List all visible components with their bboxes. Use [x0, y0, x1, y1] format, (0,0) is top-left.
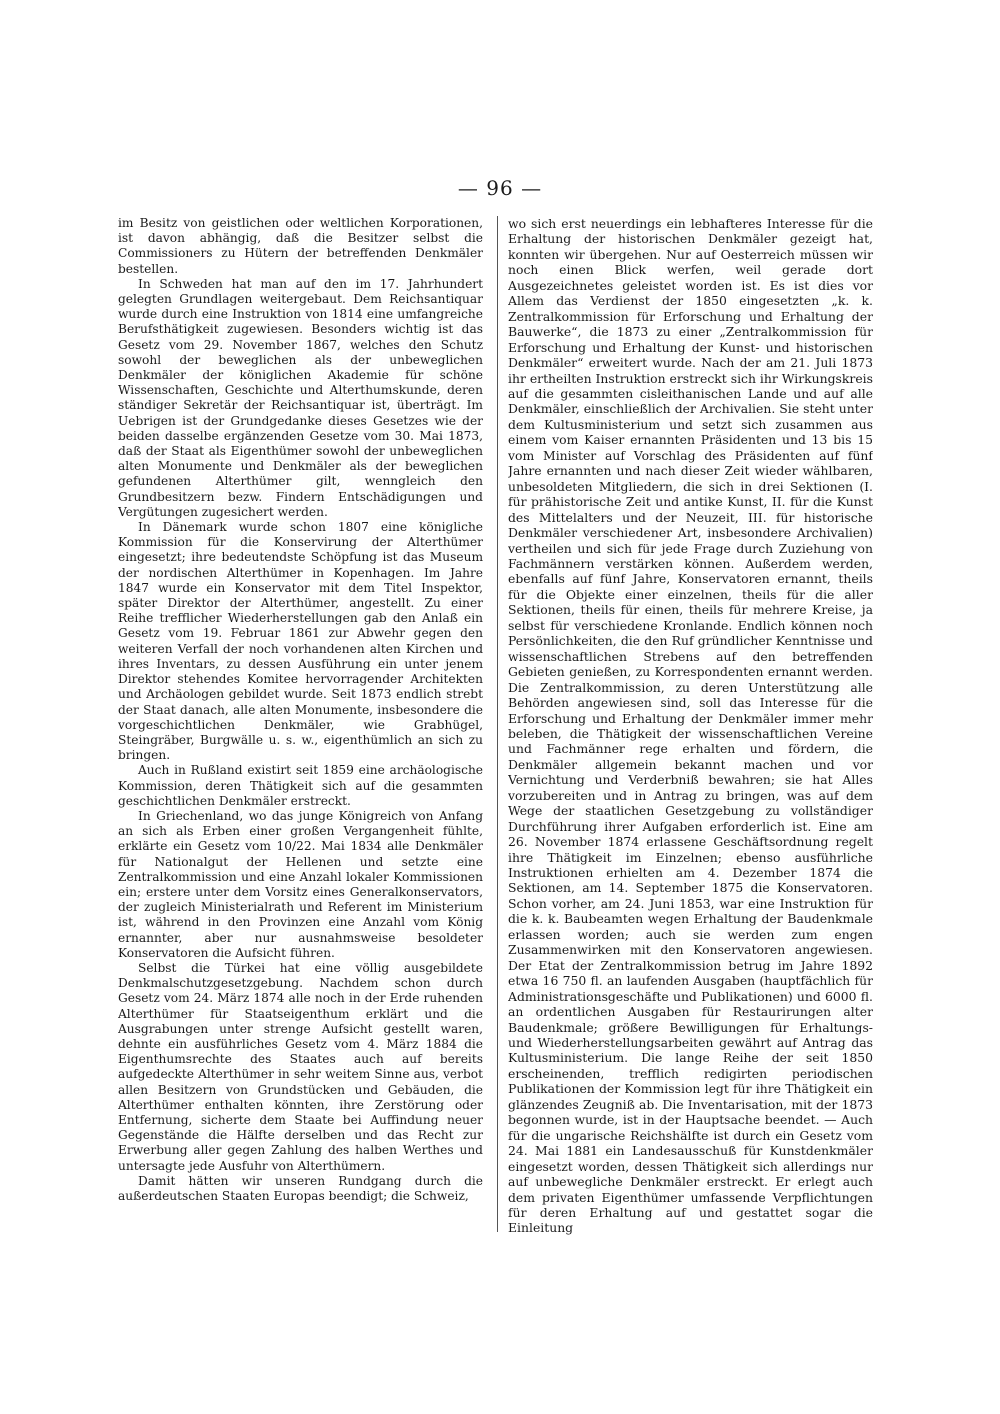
column-divider: [497, 216, 498, 1232]
paragraph: im Besitz von geistlichen oder weltlichen Korporationen, ist davon abhängig, daß die Besitzer selbst die Commissioners zu Hütern der betreffenden Denkmäler bestellen.: [118, 216, 483, 276]
right-column: [508, 216, 873, 1236]
paragraph: wo sich erst neuerdings ein lebhafteres Interesse für die Erhaltung der historischen Denkmäler gezeigt hat, konnten wir übergehen. Nur auf Oesterreich müssen wir noch einen Blick werfen, weil gerade dort Ausgezeichnetes geleistet worden ist. Es ist dies vor Allem das Verdienst der 1850 eingesetzten „k. k. Zentralkommission für Erforschung und Erhaltung der Bauwerke“, die 1873 zu einer „Zentralkommission für Erforschung und Erhaltung der Kunst- und historischen Denkmäler“ erweitert wurde. Nach der am 21. Juli 1873 ihr ertheilten Instruktion erstreckt sich ihr Wirkungskreis auf die gesammten cisleithanischen Lande und auf alle Denkmäler, einschließlich der Archivalien. Sie steht unter dem Kultusministerium und setzt sich zusammen aus einem vom Kaiser ernannten Präsidenten und 13 bis 15 vom Minister auf Vorschlag des Präsidenten auf fünf Jahre ernannten und nach dieser Zeit wieder wählbaren, unbesoldeten Mitgliedern, die sich in drei Sektionen (I. für prähistorische Zeit und antike Kunst, II. für die Kunst des Mittelalters und der Neuzeit, III. für historische Denkmäler verschiedener Art, insbesondere Archivalien) vertheilen und sich für jede Frage durch Zuziehung von Fachmännern verstärken können. Außerdem werden, ebenfalls auf fünf Jahre, Konservatoren ernannt, theils für die Objekte einer einzelnen, theils für die aller Sektionen, theils für einen, theils für mehrere Kreise, ja selbst für verschiedene Kronlande. Endlich können noch Persönlichkeiten, die den Ruf gründlicher Kenntnisse und wissenschaftlichen Strebens auf den betreffenden Gebieten genießen, zu Korrespondenten ernannt werden. Die Zentralkommission, zu deren Unterstützung alle Behörden angewiesen sind, soll das Interesse für die Erforschung und Erhaltung der Denkmäler immer mehr beleben, die Thätigkeit der wissenschaftlichen Vereine und Fachmänner rege erhalten und fördern, die Denkmäler allgemein bekannt machen und vor Vernichtung und Verderbniß bewahren; sie hat Alles vorzubereiten und in Antrag zu bringen, was auf dem Wege der staatlichen Gesetzgebung zu vollständiger Durchführung ihrer Aufgaben erforderlich ist. Eine am 26. November 1874 erlassene Geschäftsordnung regelt ihre Thätigkeit im Einzelnen; ebenso ausführliche Instruktionen erhielten am 4. Dezember 1874 die Sektionen, am 14. September 1875 die Konservatoren. Schon vorher, am 24. Juni 1853, war eine Instruktion für die k. k. Baubeamten wegen Erhaltung der Baudenkmale erlassen worden; auch sie werden zum engen Zusammenwirken mit den Konservatoren angewiesen. Der Etat der Zentralkommission betrug im Jahre 1892 etwa 16 750 fl. an laufenden Ausgaben (hauptfächlich für Administrationsgeschäfte und Publikationen) und 6000 fl. an ordentlichen Ausgaben für Restaurirungen alter Baudenkmale; größere Bewilligungen für Erhaltungs- und Wiederherstellungsarbeiten gewährt auf Antrag das Kultusministerium. Die lange Reihe der seit 1850 erscheinenden, trefflich redigirten periodischen Publikationen der Kommission legt für ihre Thätigkeit ein glänzendes Zeugniß ab. Die Inventarisation, mit der 1873 begonnen wurde, ist in der Hauptsache beendet. — Auch für die ungarische Reichshälfte ist durch ein Gesetz vom 24. Mai 1881 ein Landesausschuß für Kunstdenkmäler eingesetzt worden, dessen Thätigkeit sich allerdings nur auf unbewegliche Denkmäler erstreckt. Er erlegt auch dem privaten Eigenthümer umfassende Verpflichtungen für deren Erhaltung auf und gestattet sogar die Einleitung: [508, 216, 873, 1236]
paragraph: Selbst die Türkei hat eine völlig ausgebildete Denkmalschutzgesetzgebung. Nachdem schon durch Gesetz vom 24. März 1874 alle noch in der Erde ruhenden Alterthümer für Staatseigenthum erklärt und die Ausgrabungen unter strenge Aufsicht gestellt waren, dehnte ein ausführliches Gesetz vom 4. März 1884 die Eigenthumsrechte des Staates auch auf bereits aufgedeckte Alterthümer in sehr weitem Sinne aus, verbot allen Besitzern von Grundstücken und Gebäuden, die Alterthümer enthalten könnten, ihre Zerstörung oder Entfernung, sicherte dem Staate bei Auffindung neuer Gegenstände die Hälfte derselben und das Recht zur Erwerbung aller gegen Zahlung des halben Werthes und untersagte jede Ausfuhr von Alterthümern.: [118, 960, 483, 1173]
paragraph: In Griechenland, wo das junge Königreich von Anfang an sich als Erben einer großen Vergangenheit fühlte, erklärte ein Gesetz vom 10/22. Mai 1834 alle Denkmäler für Nationalgut der Hellenen und setzte eine Zentralkommission und eine Anzahl lokaler Kommissionen ein; erstere unter dem Vorsitz eines Generalkonservators, der zugleich Ministerialrath und Referent im Ministerium ist, während in den Provinzen eine Anzahl vom König ernannter, aber nur ausnahmsweise besoldeter Konservatoren die Aufsicht führen.: [118, 808, 483, 960]
paragraph: In Schweden hat man auf den im 17. Jahrhundert gelegten Grundlagen weitergebaut. Dem Reichsantiquar wurde durch eine Instruktion von 1814 eine umfangreiche Berufsthätigkeit zugewiesen. Besonders wichtig ist das Gesetz vom 29. November 1867, welches den Schutz sowohl der beweglichen als der unbeweglichen Denkmäler der königlichen Akademie für schöne Wissenschaften, Geschichte und Alterthumskunde, deren ständiger Sekretär der Reichsantiquar ist, überträgt. Im Uebrigen ist der Grundgedanke dieses Gesetzes wie der beiden dasselbe ergänzenden Gesetze vom 30. Mai 1873, daß der Staat als Eigenthümer sowohl der unbeweglichen alten Monumente und Denkmäler als der beweglichen gefundenen Alterthümer gilt, wenngleich den Grundbesitzern bezw. Findern Entschädigungen und Vergütungen zugesichert werden.: [118, 276, 483, 519]
left-column: [118, 216, 483, 1236]
paragraph: Damit hätten wir unseren Rundgang durch die außerdeutschen Staaten Europas beendigt; die Schweiz,: [118, 1173, 483, 1203]
paragraph: Auch in Rußland existirt seit 1859 eine archäologische Kommission, deren Thätigkeit sich auf die gesammten geschichtlichen Denkmäler erstreckt.: [118, 763, 483, 808]
paragraph: In Dänemark wurde schon 1807 eine königliche Kommission für die Konservirung der Alterthümer eingesetzt; ihre bedeutendste Schöpfung ist das Museum der nordischen Alterthümer in Kopenhagen. Im Jahre 1847 wurde ein Konservator mit dem Titel Inspektor, später Direktor der Alterthümer, angestellt. Zu einer Reihe trefflicher Wiederherstellungen gab den Anlaß ein Gesetz vom 19. Februar 1861 zur Abwehr gegen den weiteren Verfall der noch vorhandenen alten Kirchen und ihres Inventars, zu dessen Ausführung ein unter jenem Direktor stehendes Komitee hervorragender Architekten und Archäologen gebildet wurde. Seit 1873 endlich strebt der Staat danach, alle alten Monumente, insbesondere die vorgeschichtlichen Denkmäler, wie Grabhügel, Steingräber, Burgwälle u. s. w., eigenthümlich an sich zu bringen.: [118, 520, 483, 763]
page-number: — 96 —: [457, 176, 543, 200]
